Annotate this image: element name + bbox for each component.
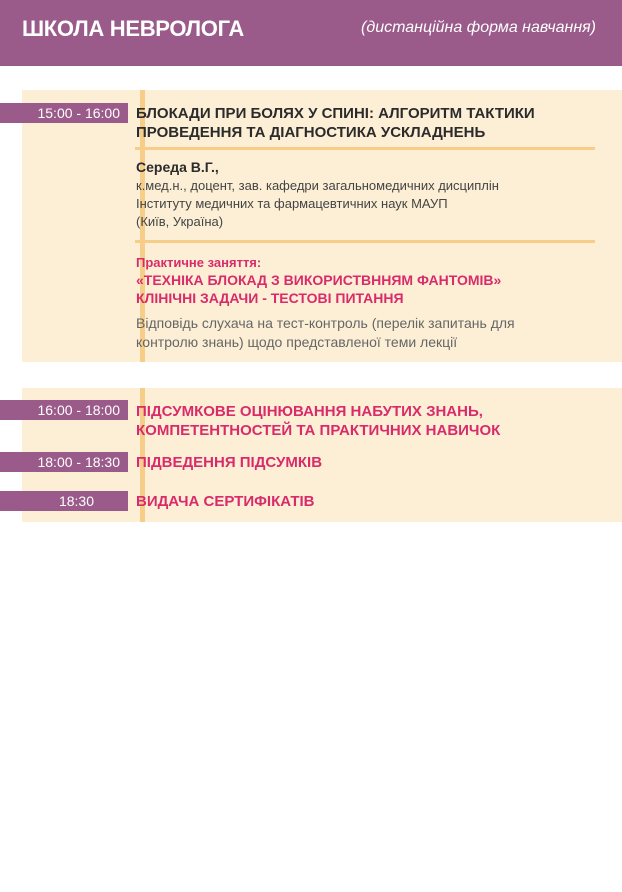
lecture-title-line: ПРОВЕДЕННЯ ТА ДІАГНОСТИКА УСКЛАДНЕНЬ <box>136 124 486 141</box>
certificates-title: ВИДАЧА СЕРТИФІКАТІВ <box>136 493 315 510</box>
speaker-info-line: Інституту медичних та фармацевтичних наук МАУП <box>136 196 448 211</box>
summary-title: ПІДВЕДЕННЯ ПІДСУМКІВ <box>136 454 323 471</box>
practical-label: Практичне заняття: <box>136 255 262 270</box>
divider <box>135 240 595 243</box>
assessment-title-line: КОМПЕТЕНТНОСТЕЙ ТА ПРАКТИЧНИХ НАВИЧОК <box>136 422 501 439</box>
lecture-title <box>136 104 606 142</box>
divider <box>135 147 595 150</box>
speaker-info-line: (Київ, Україна) <box>136 214 224 229</box>
page-title: ШКОЛА НЕВРОЛОГА <box>22 16 244 41</box>
practical-title-line: «ТЕХНІКА БЛОКАД З ВИКОРИСТВННЯМ ФАНТОМІВ» <box>136 272 502 288</box>
lecture-title-line: БЛОКАДИ ПРИ БОЛЯХ У СПИНІ: АЛГОРИТМ ТАКТИКИ <box>136 105 535 122</box>
assessment-title-line: ПІДСУМКОВЕ ОЦІНЮВАННЯ НАБУТИХ ЗНАНЬ, <box>136 403 483 420</box>
practical-description-line: Відповідь слухача на тест-контроль (перелік запитань для <box>136 315 515 331</box>
page-header <box>0 0 622 66</box>
page-subtitle: (дистанційна форма навчання) <box>361 19 596 36</box>
speaker-info-line: к.мед.н., доцент, зав. кафедри загальномедичних дисциплін <box>136 178 499 193</box>
speaker-info <box>136 177 606 231</box>
session-time: 18:00 - 18:30 <box>0 452 128 472</box>
speaker-name: Середа В.Г., <box>136 159 219 175</box>
practical-title-line: КЛІНІЧНІ ЗАДАЧИ - ТЕСТОВІ ПИТАННЯ <box>136 290 404 306</box>
practical-description-line: контролю знань) щодо представленої теми лекції <box>136 334 458 350</box>
practical-title <box>136 271 606 307</box>
session-time: 16:00 - 18:00 <box>0 400 128 420</box>
session-time: 18:30 <box>0 491 128 511</box>
session-time: 15:00 - 16:00 <box>0 103 128 123</box>
assessment-title <box>136 402 606 440</box>
practical-description <box>136 314 576 352</box>
